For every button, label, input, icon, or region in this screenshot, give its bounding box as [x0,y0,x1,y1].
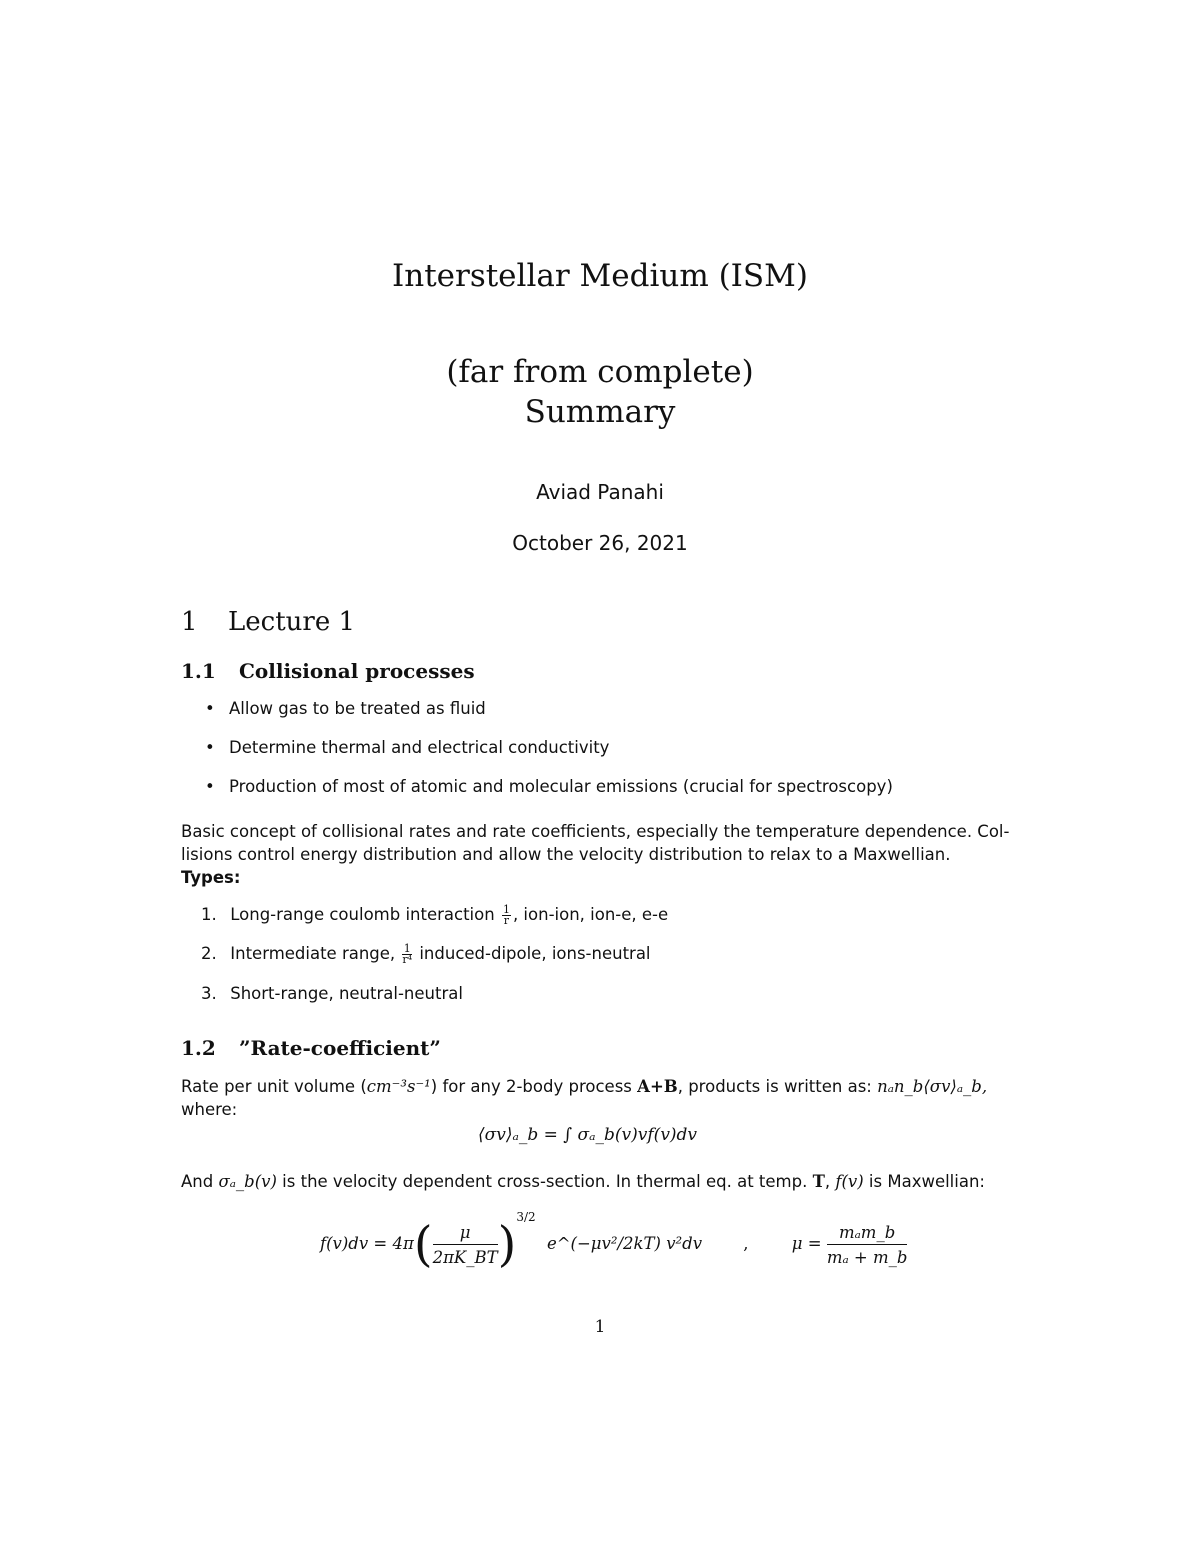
bullet-icon: • [205,738,215,757]
subsection-heading-2 [181,1036,441,1060]
subsection-title: Collisional processes [239,659,475,683]
subtitle-line-1: (far from complete) [446,354,754,390]
paragraph: Basic concept of collisional rates and rate coefficients, especially the temperature dependence. Col- lisions control energy distribution and allow the velocity distribution to relax to a Maxwellian. Types: [181,822,1010,887]
equation-maxwellian: f(v)dv = 4π( $\frac{\mu}{2\pi K\_BT}$ )$^{3/2}$ e^(−μv²/2kT) v²dv , μ = mₐm_b mₐ + m_b [320,1210,908,1273]
section-title: Lecture 1 [228,607,356,637]
bullet-item: • Determine thermal and electrical conductivity [205,738,610,757]
subsection-number: 1.2 [181,1036,216,1060]
bullet-icon: • [205,699,215,718]
text-line: where: [181,1100,238,1119]
text-line: Rate per unit volume (cm⁻³s⁻¹) for any 2-body process A+B, products is written as: nₐn_b⟨σv⟩ₐ_b, [181,1077,988,1096]
document-subtitle [0,352,1200,432]
fraction: $\frac{\mu}{2\pi K\_BT}$ [432,1222,498,1267]
types-label: Types: [181,868,241,887]
author: Aviad Panahi [536,480,664,504]
document-title: Interstellar Medium (ISM) [391,258,808,294]
equation-rate-coefficient: ⟨σv⟩ₐ_b = ∫ σₐ_b(v)vf(v)dv [478,1125,698,1145]
section-number: 1 [181,607,198,637]
bullet-item: • Allow gas to be treated as fluid [205,699,486,718]
numbered-item: 1. Long-range coulomb interaction $\frac{1}{r}$ , ion-ion, ion-e, e-e [201,903,669,927]
fraction: mₐm_b mₐ + m_b [826,1222,908,1267]
subsection-title: ”Rate-coefficient” [239,1036,441,1060]
date: October 26, 2021 [512,531,688,555]
numbered-item: 2. Intermediate range, $\frac{1}{\text{r⁴}}$ induced-dipole, ions-neutral [201,942,651,966]
subtitle-line-2: Summary [524,394,676,430]
bullet-item: • Production of most of atomic and molecular emissions (crucial for spectroscopy) [205,777,893,796]
fraction: $\frac{1}{\text{r⁴}}$ [402,942,413,966]
fraction: $\frac{1}{r}$ [502,903,510,927]
page-number: 1 [594,1317,606,1337]
section-heading [181,607,355,637]
bullet-icon: • [205,777,215,796]
text-line: And σₐ_b(v) is the velocity dependent cross-section. In thermal eq. at temp. T, f(v) is Maxwellian: [181,1172,985,1191]
subsection-number: 1.1 [181,659,216,683]
numbered-item: 3. Short-range, neutral-neutral [201,984,463,1003]
subsection-heading-1 [181,659,475,683]
